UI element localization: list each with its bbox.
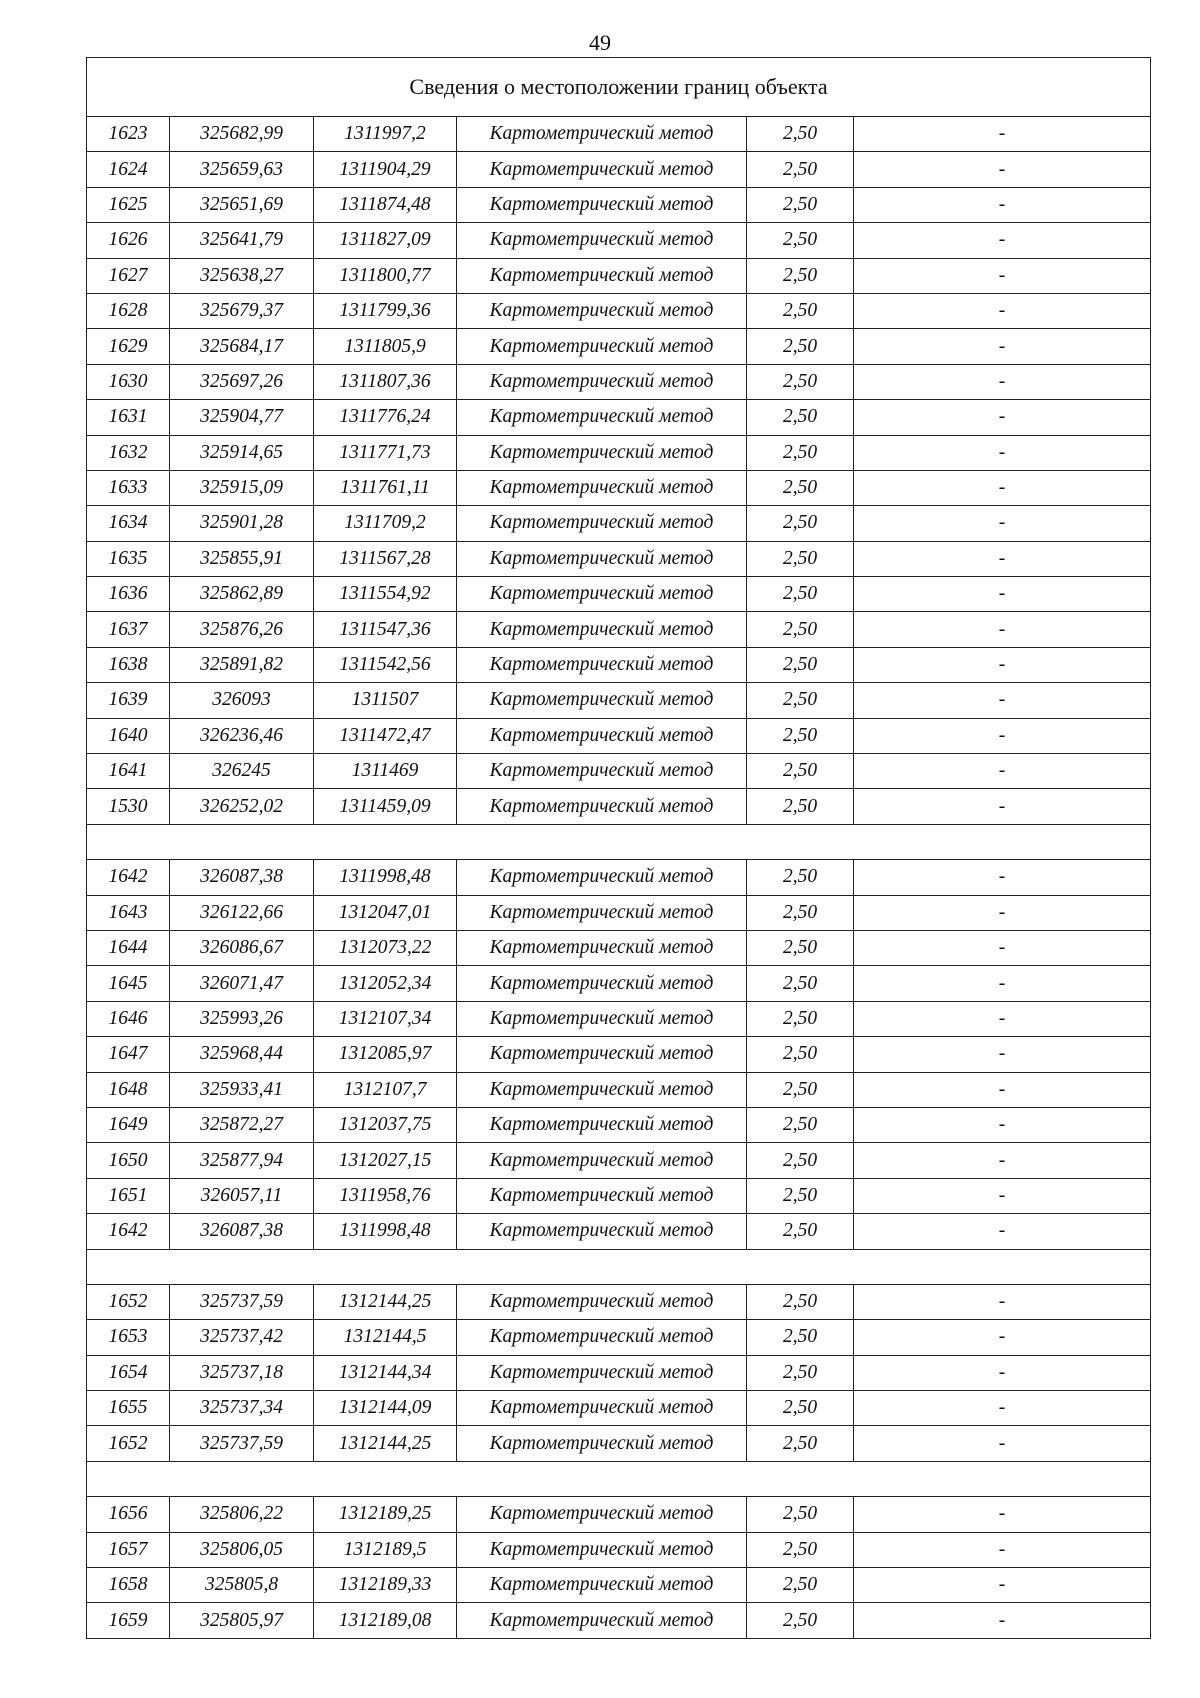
x-coordinate-cell: 326252,02 [170, 789, 314, 824]
y-coordinate-cell: 1312073,22 [314, 930, 457, 965]
note-cell: - [854, 754, 1151, 789]
y-coordinate-cell: 1312189,25 [314, 1497, 457, 1532]
point-number-cell: 1652 [87, 1284, 170, 1319]
method-cell: Картометрический метод [457, 187, 747, 222]
accuracy-cell: 2,50 [747, 258, 854, 293]
x-coordinate-cell: 325684,17 [170, 329, 314, 364]
y-coordinate-cell: 1312144,25 [314, 1426, 457, 1461]
method-cell: Картометрический метод [457, 1603, 747, 1638]
note-cell: - [854, 1072, 1151, 1107]
method-cell: Картометрический метод [457, 400, 747, 435]
note-cell: - [854, 258, 1151, 293]
method-cell: Картометрический метод [457, 293, 747, 328]
method-cell: Картометрический метод [457, 1072, 747, 1107]
accuracy-cell: 2,50 [747, 718, 854, 753]
x-coordinate-cell: 325876,26 [170, 612, 314, 647]
accuracy-cell: 2,50 [747, 1143, 854, 1178]
note-cell: - [854, 718, 1151, 753]
y-coordinate-cell: 1311998,48 [314, 1214, 457, 1249]
method-cell: Картометрический метод [457, 754, 747, 789]
table-row [87, 152, 1151, 187]
point-number-cell: 1657 [87, 1532, 170, 1567]
note-cell: - [854, 152, 1151, 187]
note-cell: - [854, 1568, 1151, 1603]
table-row [87, 187, 1151, 222]
accuracy-cell: 2,50 [747, 1391, 854, 1426]
accuracy-cell: 2,50 [747, 1178, 854, 1213]
x-coordinate-cell: 326086,67 [170, 930, 314, 965]
point-number-cell: 1654 [87, 1355, 170, 1390]
accuracy-cell: 2,50 [747, 152, 854, 187]
y-coordinate-cell: 1312144,25 [314, 1284, 457, 1319]
accuracy-cell: 2,50 [747, 1107, 854, 1142]
x-coordinate-cell: 326087,38 [170, 860, 314, 895]
point-number-cell: 1653 [87, 1320, 170, 1355]
accuracy-cell: 2,50 [747, 966, 854, 1001]
accuracy-cell: 2,50 [747, 789, 854, 824]
x-coordinate-cell: 325933,41 [170, 1072, 314, 1107]
y-coordinate-cell: 1311776,24 [314, 400, 457, 435]
x-coordinate-cell: 325877,94 [170, 1143, 314, 1178]
note-cell: - [854, 364, 1151, 399]
x-coordinate-cell: 326093 [170, 683, 314, 718]
x-coordinate-cell: 325914,65 [170, 435, 314, 470]
note-cell: - [854, 435, 1151, 470]
point-number-cell: 1633 [87, 470, 170, 505]
accuracy-cell: 2,50 [747, 187, 854, 222]
accuracy-cell: 2,50 [747, 612, 854, 647]
note-cell: - [854, 966, 1151, 1001]
table-row [87, 329, 1151, 364]
point-number-cell: 1625 [87, 187, 170, 222]
table-row [87, 541, 1151, 576]
x-coordinate-cell: 325737,59 [170, 1426, 314, 1461]
point-number-cell: 1623 [87, 117, 170, 152]
point-number-cell: 1638 [87, 647, 170, 682]
x-coordinate-cell: 326236,46 [170, 718, 314, 753]
method-cell: Картометрический метод [457, 1320, 747, 1355]
table-row [87, 1426, 1151, 1461]
note-cell: - [854, 1214, 1151, 1249]
x-coordinate-cell: 325805,8 [170, 1568, 314, 1603]
x-coordinate-cell: 325862,89 [170, 577, 314, 612]
accuracy-cell: 2,50 [747, 1320, 854, 1355]
note-cell: - [854, 577, 1151, 612]
table-row [87, 1603, 1151, 1638]
method-cell: Картометрический метод [457, 718, 747, 753]
accuracy-cell: 2,50 [747, 683, 854, 718]
point-number-cell: 1635 [87, 541, 170, 576]
table-row [87, 1568, 1151, 1603]
method-cell: Картометрический метод [457, 1037, 747, 1072]
point-number-cell: 1647 [87, 1037, 170, 1072]
x-coordinate-cell: 325697,26 [170, 364, 314, 399]
table-row [87, 1532, 1151, 1567]
x-coordinate-cell: 325993,26 [170, 1001, 314, 1036]
method-cell: Картометрический метод [457, 1143, 747, 1178]
note-cell: - [854, 1284, 1151, 1319]
x-coordinate-cell: 325682,99 [170, 117, 314, 152]
accuracy-cell: 2,50 [747, 895, 854, 930]
table-title: Сведения о местоположении границ объекта [87, 58, 1151, 117]
x-coordinate-cell: 326122,66 [170, 895, 314, 930]
note-cell: - [854, 1037, 1151, 1072]
note-cell: - [854, 789, 1151, 824]
x-coordinate-cell: 325679,37 [170, 293, 314, 328]
y-coordinate-cell: 1311709,2 [314, 506, 457, 541]
note-cell: - [854, 647, 1151, 682]
table-row [87, 223, 1151, 258]
table-row [87, 647, 1151, 682]
point-number-cell: 1642 [87, 860, 170, 895]
x-coordinate-cell: 325737,42 [170, 1320, 314, 1355]
y-coordinate-cell: 1311874,48 [314, 187, 457, 222]
point-number-cell: 1628 [87, 293, 170, 328]
x-coordinate-cell: 325737,59 [170, 1284, 314, 1319]
y-coordinate-cell: 1311554,92 [314, 577, 457, 612]
accuracy-cell: 2,50 [747, 329, 854, 364]
point-number-cell: 1650 [87, 1143, 170, 1178]
point-number-cell: 1648 [87, 1072, 170, 1107]
point-number-cell: 1624 [87, 152, 170, 187]
x-coordinate-cell: 326245 [170, 754, 314, 789]
x-coordinate-cell: 325737,34 [170, 1391, 314, 1426]
table-body [87, 117, 1151, 1639]
accuracy-cell: 2,50 [747, 470, 854, 505]
table-row [87, 860, 1151, 895]
x-coordinate-cell: 325915,09 [170, 470, 314, 505]
x-coordinate-cell: 325737,18 [170, 1355, 314, 1390]
y-coordinate-cell: 1312085,97 [314, 1037, 457, 1072]
y-coordinate-cell: 1312144,34 [314, 1355, 457, 1390]
table-row [87, 1178, 1151, 1213]
y-coordinate-cell: 1311547,36 [314, 612, 457, 647]
point-number-cell: 1629 [87, 329, 170, 364]
note-cell: - [854, 1532, 1151, 1567]
method-cell: Картометрический метод [457, 152, 747, 187]
y-coordinate-cell: 1311472,47 [314, 718, 457, 753]
point-number-cell: 1651 [87, 1178, 170, 1213]
y-coordinate-cell: 1311799,36 [314, 293, 457, 328]
note-cell: - [854, 1107, 1151, 1142]
y-coordinate-cell: 1311567,28 [314, 541, 457, 576]
method-cell: Картометрический метод [457, 1284, 747, 1319]
point-number-cell: 1656 [87, 1497, 170, 1532]
method-cell: Картометрический метод [457, 329, 747, 364]
note-cell: - [854, 612, 1151, 647]
table-row [87, 683, 1151, 718]
method-cell: Картометрический метод [457, 1391, 747, 1426]
table-row [87, 435, 1151, 470]
method-cell: Картометрический метод [457, 1355, 747, 1390]
accuracy-cell: 2,50 [747, 506, 854, 541]
table-row [87, 612, 1151, 647]
method-cell: Картометрический метод [457, 1178, 747, 1213]
table-row [87, 930, 1151, 965]
table-row [87, 789, 1151, 824]
x-coordinate-cell: 325855,91 [170, 541, 314, 576]
method-cell: Картометрический метод [457, 577, 747, 612]
x-coordinate-cell: 326087,38 [170, 1214, 314, 1249]
note-cell: - [854, 1603, 1151, 1638]
point-number-cell: 1645 [87, 966, 170, 1001]
x-coordinate-cell: 325904,77 [170, 400, 314, 435]
y-coordinate-cell: 1312037,75 [314, 1107, 457, 1142]
point-number-cell: 1642 [87, 1214, 170, 1249]
method-cell: Картометрический метод [457, 506, 747, 541]
x-coordinate-cell: 325638,27 [170, 258, 314, 293]
method-cell: Картометрический метод [457, 612, 747, 647]
method-cell: Картометрический метод [457, 1107, 747, 1142]
note-cell: - [854, 1001, 1151, 1036]
note-cell: - [854, 506, 1151, 541]
point-number-cell: 1627 [87, 258, 170, 293]
y-coordinate-cell: 1312107,34 [314, 1001, 457, 1036]
method-cell: Картометрический метод [457, 860, 747, 895]
point-number-cell: 1631 [87, 400, 170, 435]
table-row [87, 364, 1151, 399]
table-row [87, 400, 1151, 435]
y-coordinate-cell: 1311761,11 [314, 470, 457, 505]
y-coordinate-cell: 1311469 [314, 754, 457, 789]
table-row [87, 1107, 1151, 1142]
accuracy-cell: 2,50 [747, 1001, 854, 1036]
page-number: 49 [589, 30, 611, 55]
note-cell: - [854, 187, 1151, 222]
accuracy-cell: 2,50 [747, 1426, 854, 1461]
y-coordinate-cell: 1311459,09 [314, 789, 457, 824]
table-row [87, 1355, 1151, 1390]
y-coordinate-cell: 1311771,73 [314, 435, 457, 470]
table-row [87, 754, 1151, 789]
method-cell: Картометрический метод [457, 435, 747, 470]
separator-cell [87, 1461, 1151, 1496]
note-cell: - [854, 1426, 1151, 1461]
table-row [87, 577, 1151, 612]
table-row [87, 1037, 1151, 1072]
note-cell: - [854, 329, 1151, 364]
point-number-cell: 1655 [87, 1391, 170, 1426]
point-number-cell: 1643 [87, 895, 170, 930]
table-row [87, 1143, 1151, 1178]
method-cell: Картометрический метод [457, 789, 747, 824]
y-coordinate-cell: 1312189,33 [314, 1568, 457, 1603]
x-coordinate-cell: 326057,11 [170, 1178, 314, 1213]
method-cell: Картометрический метод [457, 1001, 747, 1036]
accuracy-cell: 2,50 [747, 223, 854, 258]
y-coordinate-cell: 1311805,9 [314, 329, 457, 364]
method-cell: Картометрический метод [457, 1214, 747, 1249]
table-header-row [87, 58, 1151, 117]
note-cell: - [854, 683, 1151, 718]
point-number-cell: 1637 [87, 612, 170, 647]
accuracy-cell: 2,50 [747, 1355, 854, 1390]
accuracy-cell: 2,50 [747, 930, 854, 965]
note-cell: - [854, 1355, 1151, 1390]
table-row [87, 1320, 1151, 1355]
note-cell: - [854, 1320, 1151, 1355]
y-coordinate-cell: 1311807,36 [314, 364, 457, 399]
x-coordinate-cell: 325805,97 [170, 1603, 314, 1638]
y-coordinate-cell: 1312189,5 [314, 1532, 457, 1567]
point-number-cell: 1634 [87, 506, 170, 541]
point-number-cell: 1640 [87, 718, 170, 753]
point-number-cell: 1626 [87, 223, 170, 258]
y-coordinate-cell: 1312144,5 [314, 1320, 457, 1355]
table-row [87, 117, 1151, 152]
point-number-cell: 1652 [87, 1426, 170, 1461]
note-cell: - [854, 1391, 1151, 1426]
table-row [87, 966, 1151, 1001]
point-number-cell: 1639 [87, 683, 170, 718]
point-number-cell: 1630 [87, 364, 170, 399]
x-coordinate-cell: 325659,63 [170, 152, 314, 187]
y-coordinate-cell: 1312047,01 [314, 895, 457, 930]
separator-row [87, 824, 1151, 859]
accuracy-cell: 2,50 [747, 1037, 854, 1072]
accuracy-cell: 2,50 [747, 541, 854, 576]
method-cell: Картометрический метод [457, 364, 747, 399]
table-row [87, 718, 1151, 753]
x-coordinate-cell: 325641,79 [170, 223, 314, 258]
table-row [87, 258, 1151, 293]
y-coordinate-cell: 1312027,15 [314, 1143, 457, 1178]
point-number-cell: 1646 [87, 1001, 170, 1036]
method-cell: Картометрический метод [457, 683, 747, 718]
note-cell: - [854, 1178, 1151, 1213]
table-row [87, 1072, 1151, 1107]
y-coordinate-cell: 1311507 [314, 683, 457, 718]
accuracy-cell: 2,50 [747, 400, 854, 435]
y-coordinate-cell: 1311800,77 [314, 258, 457, 293]
accuracy-cell: 2,50 [747, 647, 854, 682]
note-cell: - [854, 930, 1151, 965]
method-cell: Картометрический метод [457, 258, 747, 293]
y-coordinate-cell: 1312189,08 [314, 1603, 457, 1638]
note-cell: - [854, 895, 1151, 930]
accuracy-cell: 2,50 [747, 1284, 854, 1319]
method-cell: Картометрический метод [457, 117, 747, 152]
table-row [87, 1391, 1151, 1426]
accuracy-cell: 2,50 [747, 1214, 854, 1249]
point-number-cell: 1644 [87, 930, 170, 965]
note-cell: - [854, 223, 1151, 258]
boundary-coordinates-table [86, 57, 1151, 1639]
method-cell: Картометрический метод [457, 1426, 747, 1461]
y-coordinate-cell: 1311997,2 [314, 117, 457, 152]
point-number-cell: 1636 [87, 577, 170, 612]
method-cell: Картометрический метод [457, 223, 747, 258]
table-row [87, 470, 1151, 505]
note-cell: - [854, 400, 1151, 435]
method-cell: Картометрический метод [457, 1532, 747, 1567]
table-row [87, 1497, 1151, 1532]
y-coordinate-cell: 1312144,09 [314, 1391, 457, 1426]
y-coordinate-cell: 1312107,7 [314, 1072, 457, 1107]
separator-row [87, 1249, 1151, 1284]
accuracy-cell: 2,50 [747, 1497, 854, 1532]
method-cell: Картометрический метод [457, 966, 747, 1001]
y-coordinate-cell: 1311827,09 [314, 223, 457, 258]
method-cell: Картометрический метод [457, 470, 747, 505]
note-cell: - [854, 1497, 1151, 1532]
table-row [87, 506, 1151, 541]
table-row [87, 1214, 1151, 1249]
accuracy-cell: 2,50 [747, 364, 854, 399]
x-coordinate-cell: 325901,28 [170, 506, 314, 541]
x-coordinate-cell: 326071,47 [170, 966, 314, 1001]
accuracy-cell: 2,50 [747, 577, 854, 612]
note-cell: - [854, 860, 1151, 895]
y-coordinate-cell: 1311542,56 [314, 647, 457, 682]
y-coordinate-cell: 1311998,48 [314, 860, 457, 895]
y-coordinate-cell: 1311904,29 [314, 152, 457, 187]
accuracy-cell: 2,50 [747, 1568, 854, 1603]
note-cell: - [854, 541, 1151, 576]
separator-cell [87, 824, 1151, 859]
x-coordinate-cell: 325806,05 [170, 1532, 314, 1567]
accuracy-cell: 2,50 [747, 1532, 854, 1567]
accuracy-cell: 2,50 [747, 860, 854, 895]
method-cell: Картометрический метод [457, 895, 747, 930]
point-number-cell: 1530 [87, 789, 170, 824]
note-cell: - [854, 117, 1151, 152]
table-row [87, 293, 1151, 328]
accuracy-cell: 2,50 [747, 435, 854, 470]
table-row [87, 1001, 1151, 1036]
point-number-cell: 1659 [87, 1603, 170, 1638]
note-cell: - [854, 293, 1151, 328]
point-number-cell: 1649 [87, 1107, 170, 1142]
x-coordinate-cell: 325891,82 [170, 647, 314, 682]
accuracy-cell: 2,50 [747, 754, 854, 789]
x-coordinate-cell: 325872,27 [170, 1107, 314, 1142]
accuracy-cell: 2,50 [747, 1603, 854, 1638]
table-row [87, 895, 1151, 930]
accuracy-cell: 2,50 [747, 117, 854, 152]
method-cell: Картометрический метод [457, 930, 747, 965]
x-coordinate-cell: 325651,69 [170, 187, 314, 222]
separator-cell [87, 1249, 1151, 1284]
point-number-cell: 1658 [87, 1568, 170, 1603]
y-coordinate-cell: 1312052,34 [314, 966, 457, 1001]
x-coordinate-cell: 325806,22 [170, 1497, 314, 1532]
method-cell: Картометрический метод [457, 1568, 747, 1603]
method-cell: Картометрический метод [457, 541, 747, 576]
method-cell: Картометрический метод [457, 647, 747, 682]
table-row [87, 1284, 1151, 1319]
point-number-cell: 1641 [87, 754, 170, 789]
point-number-cell: 1632 [87, 435, 170, 470]
y-coordinate-cell: 1311958,76 [314, 1178, 457, 1213]
note-cell: - [854, 470, 1151, 505]
note-cell: - [854, 1143, 1151, 1178]
x-coordinate-cell: 325968,44 [170, 1037, 314, 1072]
method-cell: Картометрический метод [457, 1497, 747, 1532]
accuracy-cell: 2,50 [747, 293, 854, 328]
separator-row [87, 1461, 1151, 1496]
accuracy-cell: 2,50 [747, 1072, 854, 1107]
